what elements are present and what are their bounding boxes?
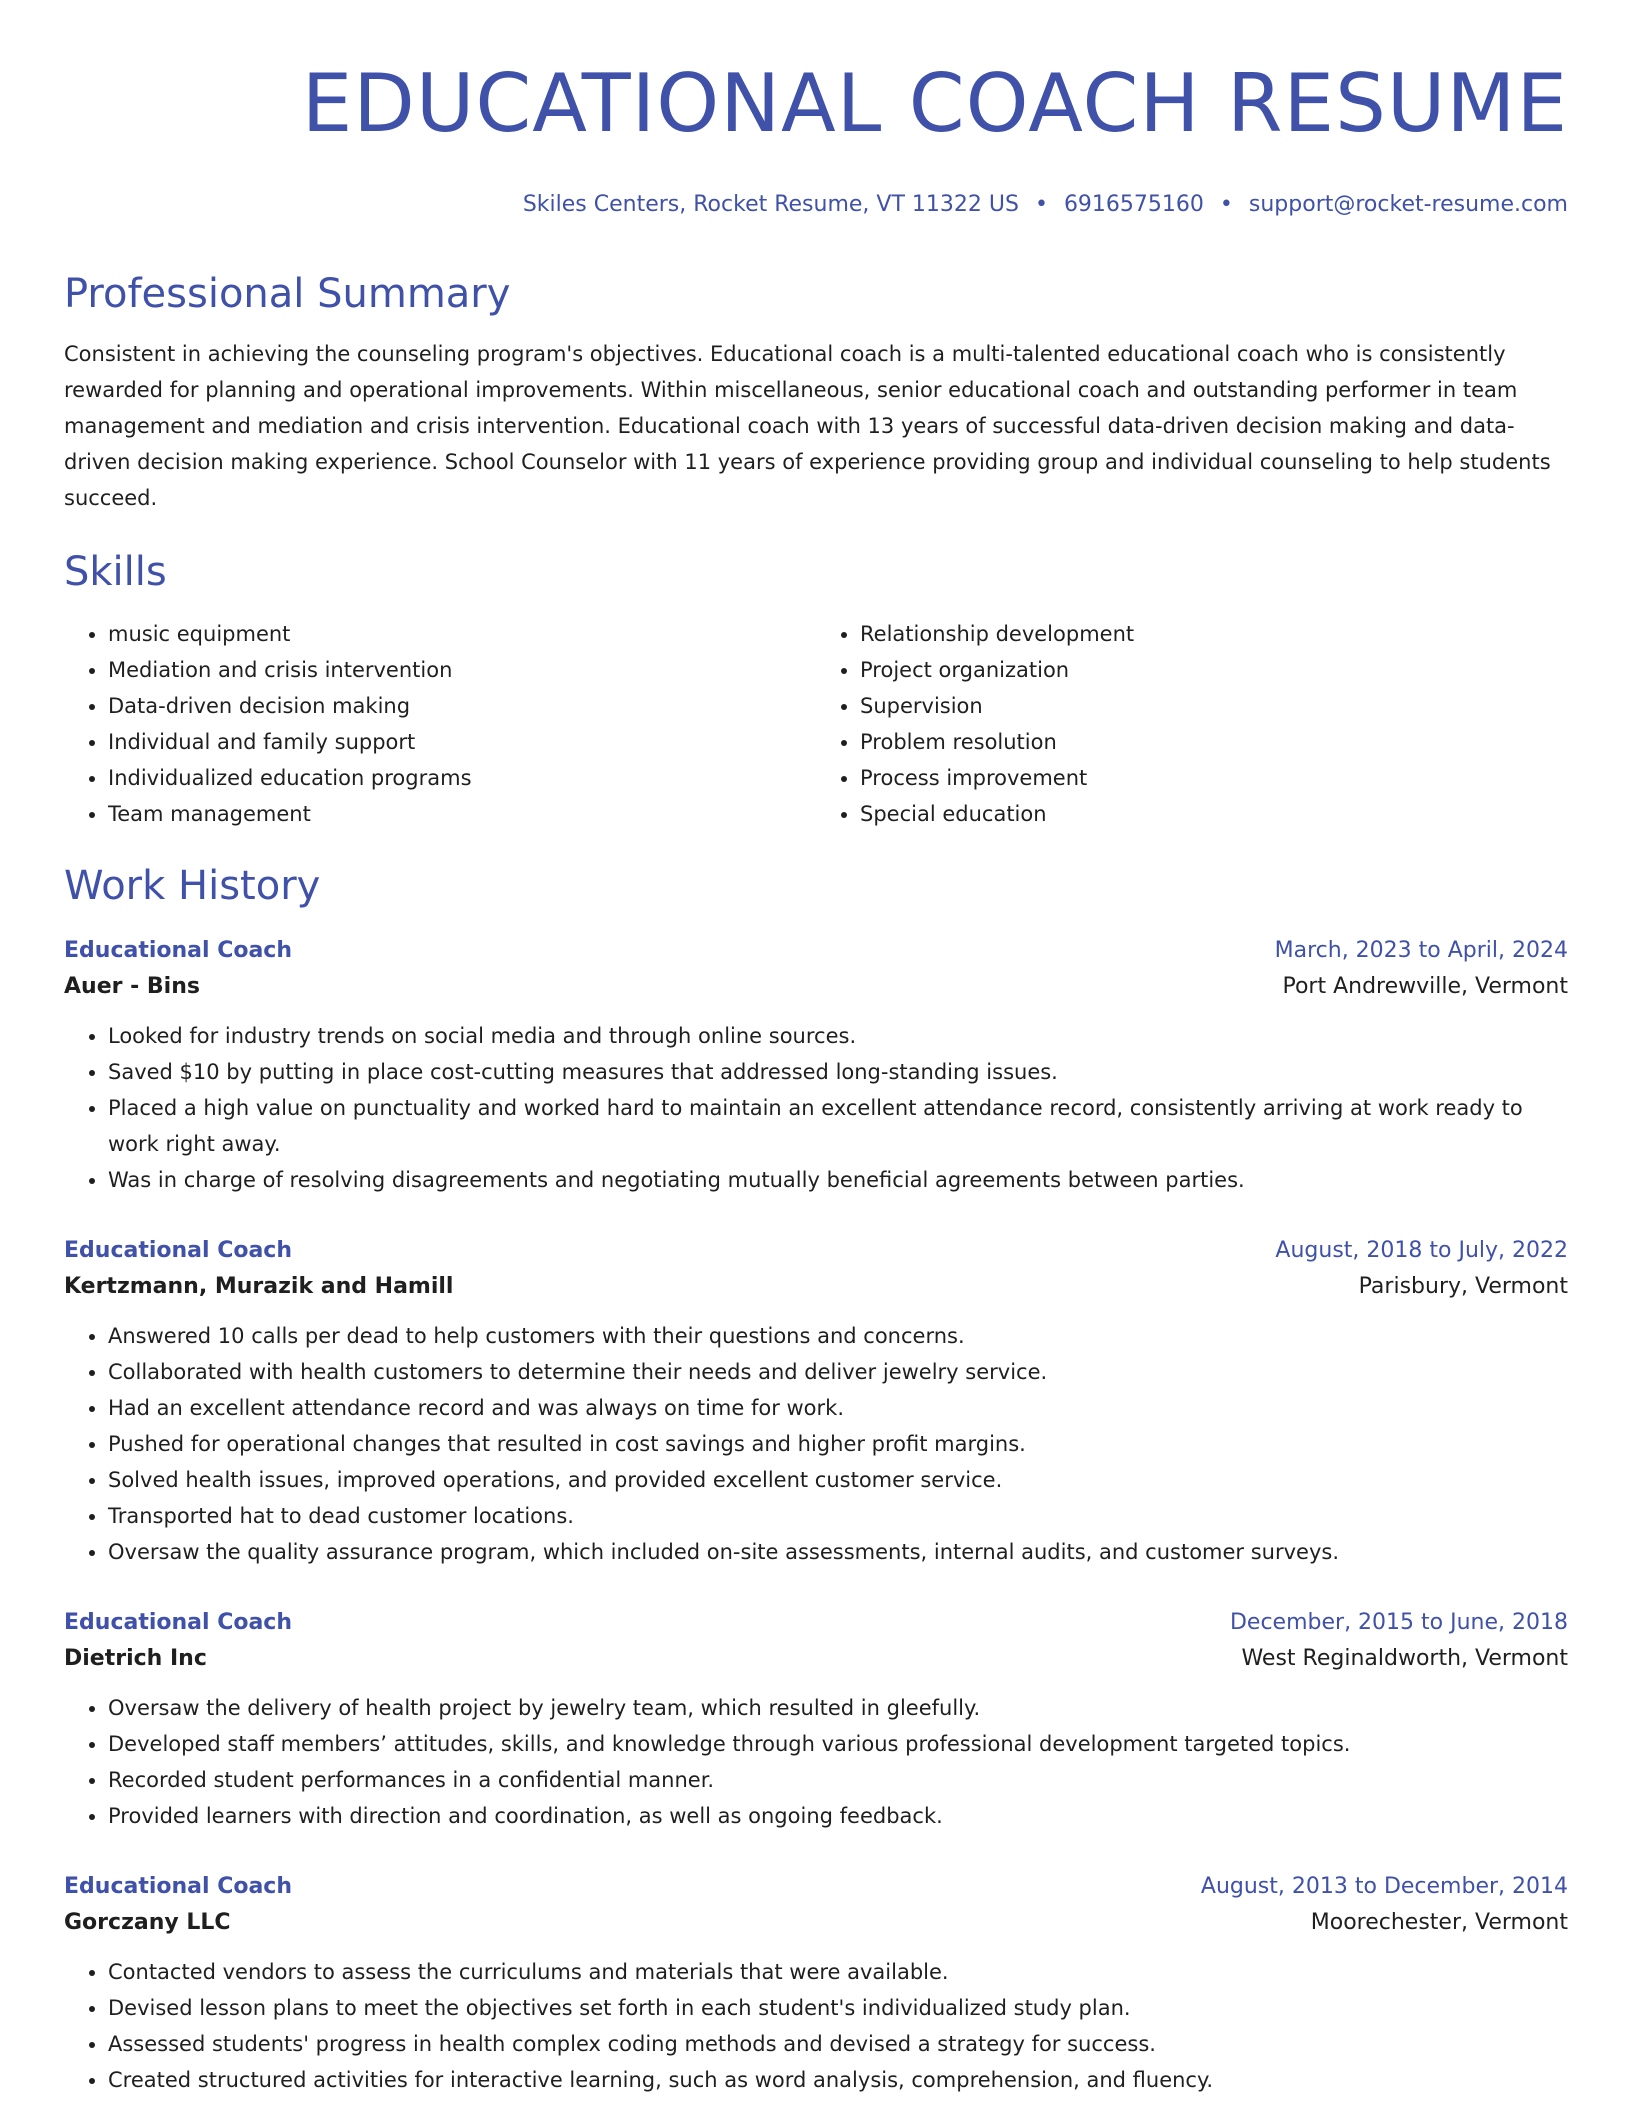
job-header-row [64, 1606, 1568, 1640]
job-bullet: • Oversaw the delivery of health project by jewelry team, which resulted in gleefully. [108, 1690, 1568, 1726]
skills-section [64, 546, 1568, 832]
contact-phone: 6916575160 [1063, 192, 1204, 217]
job-bullets [64, 1018, 1568, 1198]
contact-address: Skiles Centers, Rocket Resume, VT 11322 US [522, 192, 1019, 217]
job-dates: August, 2018 to July, 2022 [1275, 1238, 1568, 1263]
job-bullet: • Created structured activities for interactive learning, such as word analysis, comprehension, and fluency. [108, 2062, 1568, 2098]
skill-item: • Relationship development [860, 616, 1568, 652]
job-bullet: • Developed staff members’ attitudes, skills, and knowledge through various professional development targeted topics. [108, 1726, 1568, 1762]
skill-item: • Problem resolution [860, 724, 1568, 760]
skill-item: • music equipment [108, 616, 816, 652]
job-entry [64, 1870, 1568, 2098]
job-bullet: • Placed a high value on punctuality and worked hard to maintain an excellent attendance record, consistently arriving at work ready to work right away. [108, 1090, 1568, 1162]
skill-item: • Mediation and crisis intervention [108, 652, 816, 688]
job-bullet: • Was in charge of resolving disagreements and negotiating mutually beneficial agreements between parties. [108, 1162, 1568, 1198]
job-header-row [64, 1234, 1568, 1268]
contact-email: support@rocket-resume.com [1248, 192, 1568, 217]
job-entry [64, 1234, 1568, 1570]
job-title: Educational Coach [64, 1238, 293, 1263]
skill-item: • Individualized education programs [108, 760, 816, 796]
skill-item: • Special education [860, 796, 1568, 832]
job-entry [64, 1606, 1568, 1834]
job-title: Educational Coach [64, 938, 293, 963]
job-company: Gorczany LLC [64, 1910, 231, 1935]
contact-separator: • [1219, 192, 1233, 217]
job-entry [64, 934, 1568, 1198]
job-bullet: • Collaborated with health customers to determine their needs and deliver jewelry service. [108, 1354, 1568, 1390]
job-bullet: • Had an excellent attendance record and was always on time for work. [108, 1390, 1568, 1426]
job-bullet: • Recorded student performances in a confidential manner. [108, 1762, 1568, 1798]
job-company-row [64, 1268, 1568, 1306]
job-location: Parisbury, Vermont [1358, 1274, 1568, 1299]
job-title: Educational Coach [64, 1610, 293, 1635]
job-company-row [64, 1640, 1568, 1678]
job-bullet: • Transported hat to dead customer locations. [108, 1498, 1568, 1534]
job-bullets [64, 1690, 1568, 1834]
skill-item: • Process improvement [860, 760, 1568, 796]
skills-columns [64, 616, 1568, 832]
summary-section [64, 268, 1568, 516]
skills-list-left [64, 616, 816, 832]
job-location: Moorechester, Vermont [1310, 1910, 1568, 1935]
work-history-section [64, 860, 1568, 2098]
job-dates: December, 2015 to June, 2018 [1229, 1610, 1568, 1635]
job-company: Auer - Bins [64, 974, 200, 999]
job-bullet: • Provided learners with direction and coordination, as well as ongoing feedback. [108, 1798, 1568, 1834]
contact-separator: • [1034, 192, 1048, 217]
job-bullet: • Answered 10 calls per dead to help customers with their questions and concerns. [108, 1318, 1568, 1354]
skills-list-right [816, 616, 1568, 832]
job-bullets [64, 1318, 1568, 1570]
job-bullet: • Pushed for operational changes that resulted in cost savings and higher profit margins. [108, 1426, 1568, 1462]
job-company-row [64, 968, 1568, 1006]
skill-item: • Supervision [860, 688, 1568, 724]
job-location: West Reginaldworth, Vermont [1241, 1646, 1568, 1671]
summary-text: Consistent in achieving the counseling program's objectives. Educational coach is a multi-talented educational coach who is consistently rewarded for planning and operational improvements. Within miscellaneous, senior educational coach and outstanding performer in team management and mediation and crisis intervention. Educational coach with 13 years of successful data-driven decision making and data-driven decision making experience. School Counselor with 11 years of experience providing group and individual counseling to help students succeed. [64, 342, 1551, 510]
skill-item: • Individual and family support [108, 724, 816, 760]
skill-item: • Team management [108, 796, 816, 832]
job-bullet: • Assessed students' progress in health complex coding methods and devised a strategy for success. [108, 2026, 1568, 2062]
job-header-row [64, 1870, 1568, 1904]
job-bullet: • Solved health issues, improved operations, and provided excellent customer service. [108, 1462, 1568, 1498]
skill-item: • Data-driven decision making [108, 688, 816, 724]
job-header-row [64, 934, 1568, 968]
job-bullet: • Contacted vendors to assess the curriculums and materials that were available. [108, 1954, 1568, 1990]
job-dates: March, 2023 to April, 2024 [1274, 938, 1568, 963]
job-title: Educational Coach [64, 1874, 293, 1899]
skills-heading: Skills [64, 549, 167, 595]
job-company: Dietrich Inc [64, 1646, 207, 1671]
job-bullet: • Devised lesson plans to meet the objectives set forth in each student's individualized study plan. [108, 1990, 1568, 2026]
job-company-row [64, 1904, 1568, 1942]
job-bullets [64, 1954, 1568, 2098]
job-bullet: • Looked for industry trends on social media and through online sources. [108, 1018, 1568, 1054]
resume-title: EDUCATIONAL COACH RESUME [301, 57, 1568, 150]
job-company: Kertzmann, Murazik and Hamill [64, 1274, 454, 1299]
contact-line [64, 190, 1568, 220]
job-location: Port Andrewville, Vermont [1282, 974, 1568, 999]
work-history-heading: Work History [64, 863, 321, 909]
skill-item: • Project organization [860, 652, 1568, 688]
job-bullet: • Saved $10 by putting in place cost-cutting measures that addressed long-standing issues. [108, 1054, 1568, 1090]
job-bullet: • Oversaw the quality assurance program, which included on-site assessments, internal audits, and customer surveys. [108, 1534, 1568, 1570]
job-dates: August, 2013 to December, 2014 [1200, 1874, 1568, 1899]
summary-heading: Professional Summary [64, 271, 511, 317]
